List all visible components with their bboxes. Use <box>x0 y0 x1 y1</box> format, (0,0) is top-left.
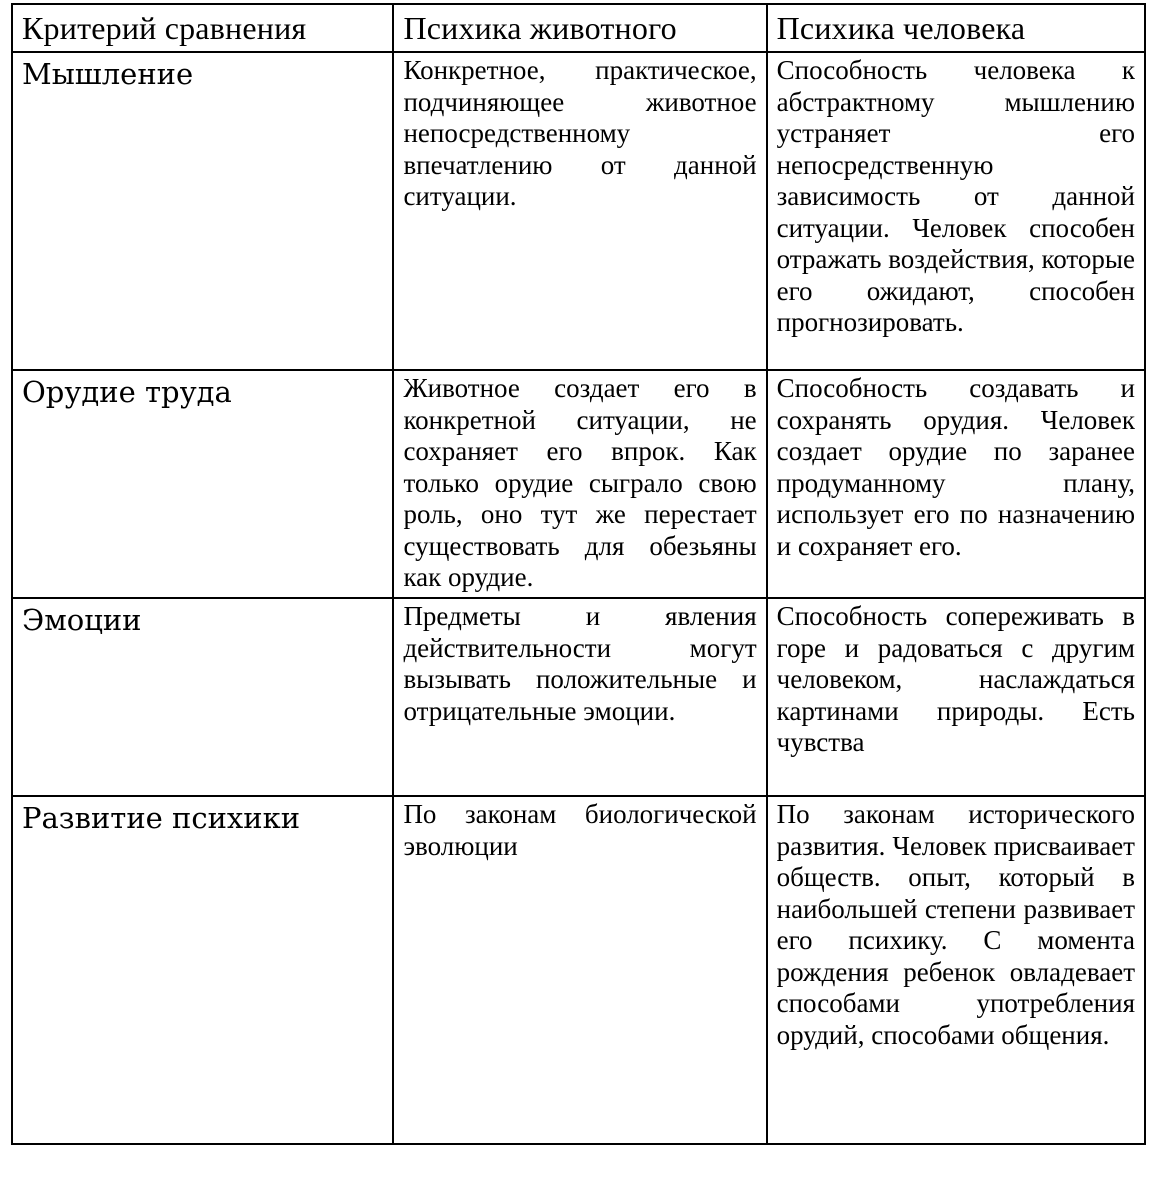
human-cell: По законам исторического развития. Человек присваивает обществ. опыт, который в наибольшей степени развивает его психику. С момента рождения ребенок овладевает способами употребления орудий, способами общения. <box>767 796 1145 1144</box>
criterion-cell: Мышление <box>12 52 393 370</box>
table-row <box>12 796 1145 1144</box>
animal-cell: Предметы и явления действительности могут вызывать положительные и отрицательные эмоции. <box>393 598 766 796</box>
human-cell: Способность человека к абстрактному мышлению устраняет его непосредственную зависимость от данной ситуации. Человек способен отражать воздействия, которые его ожидают, способен прогнозировать. <box>767 52 1145 370</box>
table-header-row <box>12 4 1145 52</box>
header-animal-psyche: Психика животного <box>393 4 766 52</box>
comparison-table <box>11 3 1146 1145</box>
table-row <box>12 370 1145 598</box>
table-row <box>12 598 1145 796</box>
header-criterion: Критерий сравнения <box>12 4 393 52</box>
criterion-cell: Эмоции <box>12 598 393 796</box>
criterion-cell: Развитие психики <box>12 796 393 1144</box>
criterion-cell: Орудие труда <box>12 370 393 598</box>
animal-cell: Конкретное, практическое, подчиняющее животное непосредственному впечатлению от данной ситуации. <box>393 52 766 370</box>
human-cell: Способность создавать и сохранять орудия. Человек создает орудие по заранее продуманному плану, использует его по назначению и сохраняет его. <box>767 370 1145 598</box>
animal-cell: Животное создает его в конкретной ситуации, не сохраняет его впрок. Как только орудие сыграло свою роль, оно тут же перестает существовать для обезьяны как орудие. <box>393 370 766 598</box>
header-human-psyche: Психика человека <box>767 4 1145 52</box>
table-row <box>12 52 1145 370</box>
human-cell: Способность сопереживать в горе и радоваться с другим человеком, наслаждаться картинами природы. Есть чувства <box>767 598 1145 796</box>
animal-cell: По законам биологической эволюции <box>393 796 766 1144</box>
